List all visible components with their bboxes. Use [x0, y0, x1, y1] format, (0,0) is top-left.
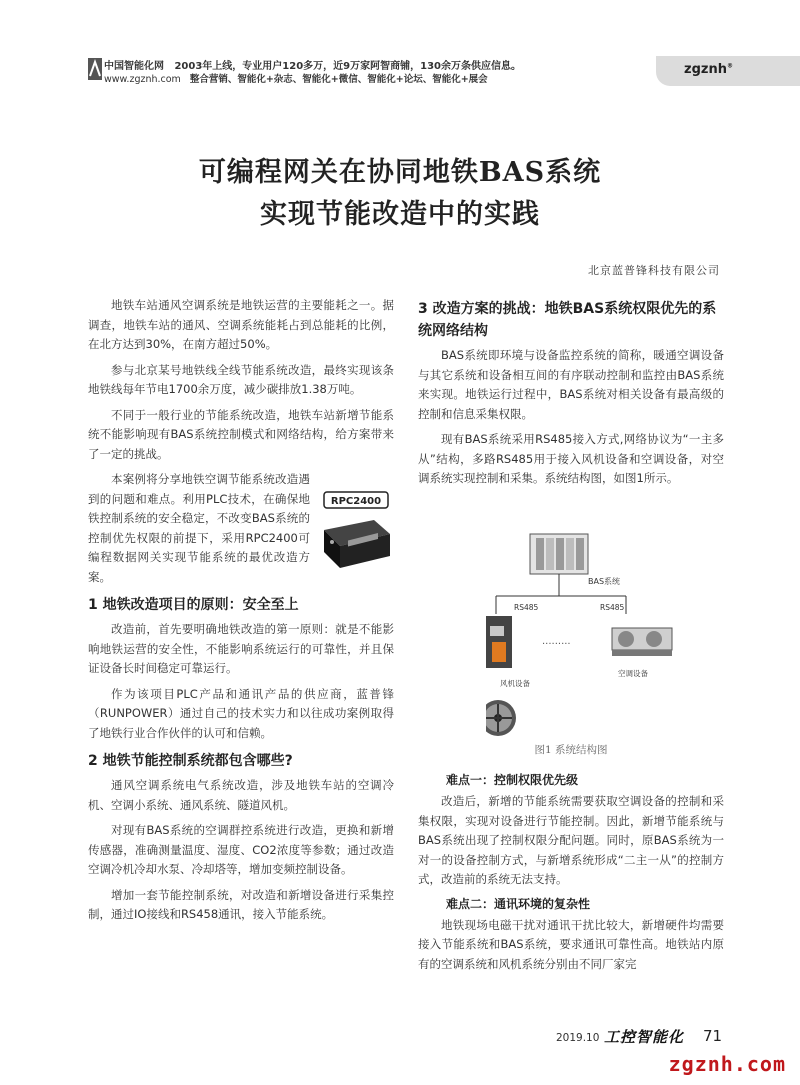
- paragraph: 对现有BAS系统的空调群控系统进行改造，更换和新增传感器，准确测量温度、湿度、CO2浓度等参数；通过改造空调冷机冷却水泵、冷却塔等，增加变频控制设备。: [88, 823, 394, 876]
- left-column: [88, 296, 394, 925]
- bas-system-label: BAS系统: [588, 577, 621, 586]
- header-line-2: [104, 71, 488, 85]
- site-intro: 2003年上线，专业用户120多万，近9万家阿智商铺，130余万条供应信息。: [174, 61, 521, 72]
- right-column: [418, 296, 724, 489]
- paragraph: BAS系统即环境与设备监控系统的简称，暖通空调设备与其它系统和设备相互间的有序联动控制和监控由BAS系统来实现。地铁运行过程中，BAS系统对相关设备有最高级的控制和信息采集权限。: [418, 348, 724, 421]
- right-column-continued: [418, 766, 724, 974]
- magazine-brand: 工控智能化: [604, 1028, 685, 1046]
- paragraph: 地铁车站通风空调系统是地铁运营的主要能耗之一。据调查，地铁车站的通风、空调系统能耗占到总能耗的比例，在北方达到30%，在南方超过50%。: [88, 298, 394, 351]
- watermark: zgznh.com: [668, 1052, 786, 1076]
- device-label: RPC2400: [330, 496, 382, 507]
- article-title-line-2: 实现节能改造中的实践: [260, 199, 540, 230]
- figure-caption: 图1 系统结构图: [534, 744, 608, 756]
- section-heading: 1 地铁改造项目的原则：安全至上: [88, 597, 299, 613]
- paragraph: 不同于一般行业的节能系统改造，地铁车站新增节能系统不能影响现有BAS系统控制模式和网络结构，给方案带来了一定的挑战。: [88, 407, 394, 461]
- svg-text:.........: .........: [542, 636, 571, 647]
- axial-fan-icon: [486, 700, 516, 736]
- paragraph: 现有BAS系统采用RS485接入方式,网络协议为“一主多从”结构，多路RS485用于接入风机设备和空调设备，对空调系统实现控制和采集。系统结构图，如图1所示。: [418, 432, 724, 485]
- article-title-line-1: 可编程网关在协同地铁BAS系统: [198, 157, 602, 188]
- paragraph: 增加一套节能控制系统，对改造和新增设备进行采集控制，通过IO接线和RS458通讯，接入节能系统。: [88, 887, 394, 921]
- subsection-heading: 难点一：控制权限优先级: [446, 773, 579, 787]
- subsection-heading: 难点二：通讯环境的复杂性: [446, 896, 591, 911]
- rs485-left-label: RS485: [514, 603, 539, 612]
- issue-date: 2019.10: [556, 1032, 600, 1044]
- system-structure-diagram: [486, 532, 726, 738]
- ac-equipment-label: 空调设备: [618, 669, 648, 678]
- paragraph: 本案例将分享地铁空调节能系统改造遇到的问题和难点。利用PLC技术，在确保地铁控制系统的安全稳定，不改变BAS系统的控制优先权限的前提下，采用RPC2400可编程数据网关实现节能系统的最优改造方案。: [88, 472, 310, 584]
- paragraph: 参与北京某号地铁线全线节能系统改造，最终实现该条地铁线每年节电1700余万度，减少碳排放1.38万吨。: [88, 362, 394, 396]
- paragraph: 改造后，新增的节能系统需要获取空调设备的控制和采集权限，实现对设备进行节能控制。因此，新增节能系统与BAS系统出现了控制权限分配问题。同时，原BAS系统为一对一的设备控制方式，与新增系统形成“二主一从”的控制方式，改造前的系统无法支持。: [418, 794, 724, 886]
- site-services: 整合营销、智能化+杂志、智能化+微信、智能化+论坛、智能化+展会: [189, 74, 488, 85]
- rpc2400-device-image: [318, 490, 394, 578]
- paragraph: 通风空调系统电气系统改造，涉及地铁车站的空调冷机、空调小系统、通风系统、隧道风机。: [88, 778, 394, 812]
- site-logo-icon: [88, 58, 102, 80]
- header-tab-label: zgznh®: [684, 62, 733, 77]
- site-url[interactable]: www.zgznh.com: [104, 74, 181, 85]
- paragraph: 改造前，首先要明确地铁改造的第一原则：就是不能影响地铁运营的安全性，不能影响系统运行的可靠性，并且保证设备长时间稳定可靠运行。: [88, 622, 394, 675]
- paragraph: 地铁现场电磁干扰对通讯干扰比较大，新增硬件均需要接入节能系统和BAS系统，要求通讯可靠性高。地铁站内原有的空调系统和风机系统分别由不同厂家完: [418, 917, 724, 971]
- article-author: 北京蓝普锋科技有限公司: [588, 264, 720, 277]
- fan-cabinet-icon: [486, 616, 512, 668]
- rs485-right-label: RS485: [600, 603, 625, 612]
- bas-controller-icon: [530, 534, 588, 574]
- page-number: 71: [703, 1027, 723, 1045]
- header-line-1: [104, 57, 521, 72]
- section-heading: 3 改造方案的挑战：地铁BAS系统权限优先的系统网络结构: [418, 301, 717, 339]
- chiller-unit-icon: [612, 628, 672, 656]
- section-heading: 2 地铁节能控制系统都包含哪些?: [88, 753, 293, 769]
- site-name: 中国智能化网: [104, 61, 164, 72]
- fan-equipment-label: 风机设备: [500, 679, 530, 688]
- header-tab: [656, 56, 800, 86]
- paragraph: 作为该项目PLC产品和通讯产品的供应商，蓝普锋（RUNPOWER）通过自己的技术实力和以往成功案例取得了地铁行业合作伙伴的认可和信赖。: [88, 686, 394, 740]
